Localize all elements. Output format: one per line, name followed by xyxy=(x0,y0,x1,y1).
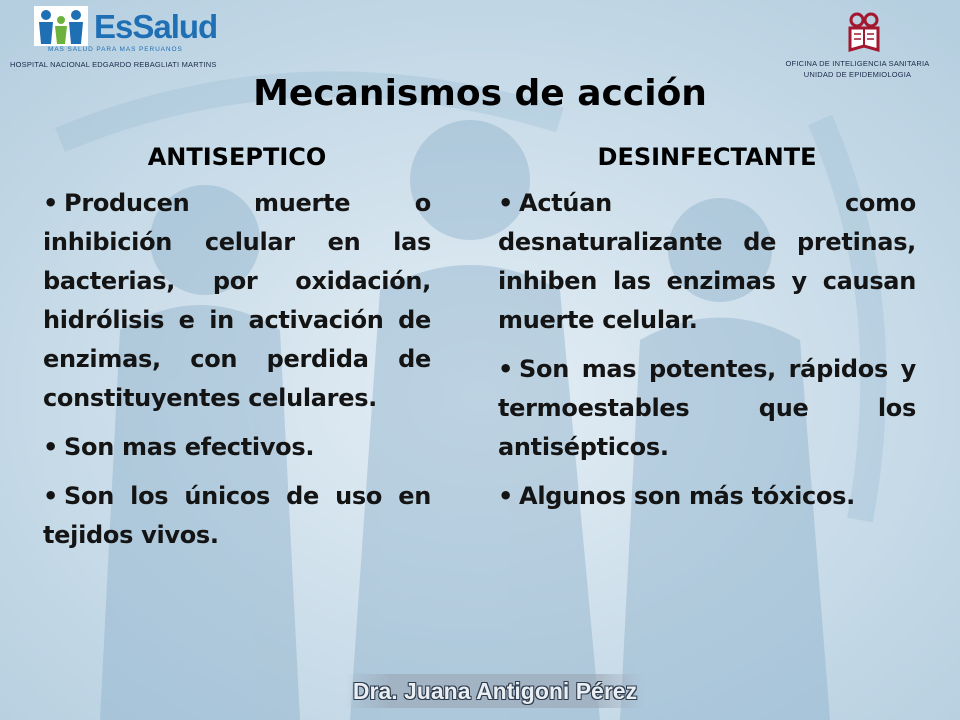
desinfectante-bullet xyxy=(498,184,916,340)
unit-name: UNIDAD DE EPIDEMIOLOGIA xyxy=(803,70,912,79)
bullet-icon: • xyxy=(498,189,514,217)
antiseptico-bullet xyxy=(43,184,431,418)
bullet-text: Son mas potentes, rápidos y termoestables que los antisépticos. xyxy=(498,355,916,461)
bullet-text: Actúan como desnaturalizante de pretinas, inhiben las enzimas y causan muerte celular. xyxy=(498,189,916,334)
essalud-family-logo-icon xyxy=(34,6,88,46)
hospital-name: HOSPITAL NACIONAL EDGARDO REBAGLIATI MARTINS xyxy=(10,60,217,69)
bullet-icon: • xyxy=(498,482,514,510)
bullet-icon: • xyxy=(43,482,59,510)
office-name: OFICINA DE INTELIGENCIA SANITARIA xyxy=(785,59,930,68)
bullet-icon: • xyxy=(43,433,59,461)
antiseptico-bullet xyxy=(43,477,431,555)
desinfectante-heading: DESINFECTANTE xyxy=(597,143,817,171)
brand-tagline: MAS SALUD PARA MAS PERUANOS xyxy=(48,46,183,53)
antiseptico-column xyxy=(43,140,431,565)
desinfectante-bullet xyxy=(498,350,916,467)
owl-book-logo-icon xyxy=(844,10,884,54)
author-footer: Dra. Juana Antigoni Pérez xyxy=(345,674,645,708)
antiseptico-heading: ANTISEPTICO xyxy=(147,143,327,171)
bullet-icon: • xyxy=(498,355,514,383)
bullet-text: Son los únicos de uso en tejidos vivos. xyxy=(43,482,431,549)
bullet-icon: • xyxy=(43,189,59,217)
antiseptico-bullet xyxy=(43,428,431,467)
bullet-text: Son mas efectivos. xyxy=(64,433,315,461)
bullet-text: Algunos son más tóxicos. xyxy=(519,482,855,510)
slide-title: Mecanismos de acción xyxy=(253,73,707,114)
desinfectante-bullet xyxy=(498,477,916,516)
brand-name: EsSalud xyxy=(94,8,218,45)
desinfectante-column xyxy=(498,140,916,526)
bullet-text: Producen muerte o inhibición celular en las bacterias, por oxidación, hidrólisis e in activación de enzimas, con perdida de constituyentes celulares. xyxy=(43,189,431,412)
